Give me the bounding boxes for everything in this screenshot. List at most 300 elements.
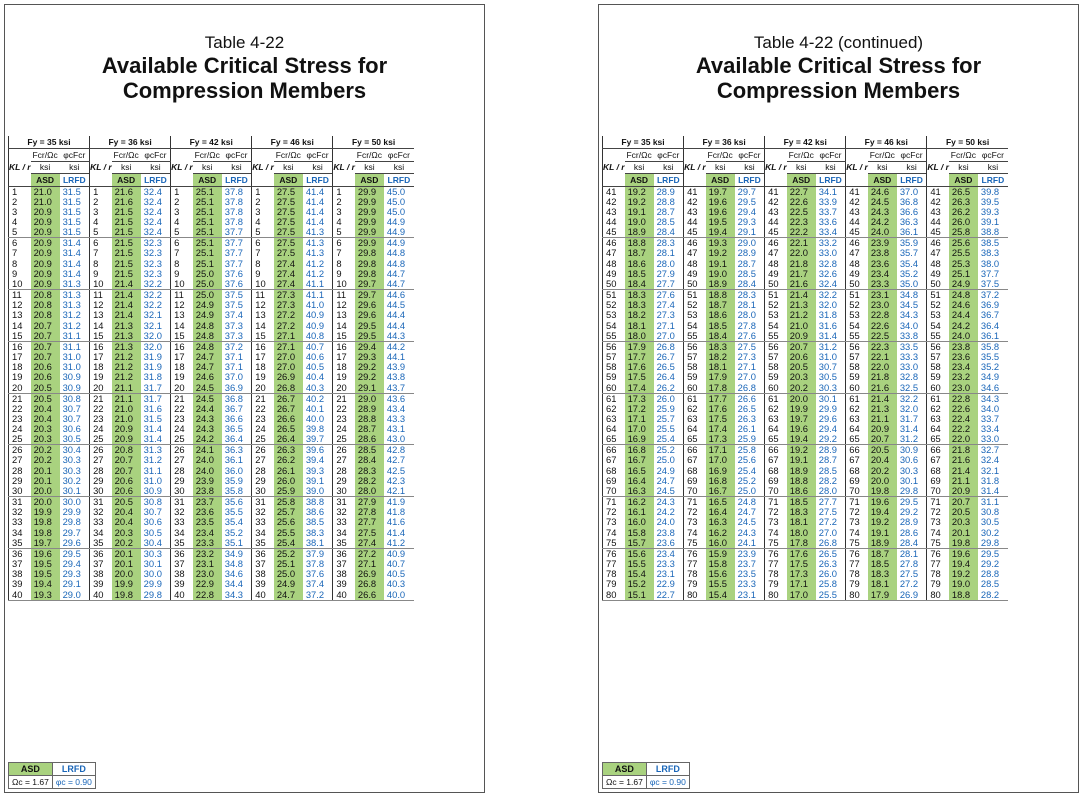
kl-r-value: 56: [684, 341, 706, 352]
lrfd-stress-value: 35.6: [224, 496, 243, 507]
lrfd-stress-value: 37.9: [305, 547, 325, 559]
asd-stress-value: 24.6: [868, 186, 897, 197]
lrfd-column-label: LRFD: [222, 174, 252, 187]
asd-stress-value: 24.7: [193, 352, 222, 362]
lrfd-stress-value: 32.2: [818, 289, 837, 300]
lrfd-stress-value: 29.8: [978, 538, 1008, 549]
kl-r-value: 67: [927, 455, 949, 465]
kl-r-value: 42: [927, 197, 949, 207]
kl-r-value: 18: [9, 362, 31, 372]
kl-r-value: 24: [252, 424, 274, 434]
asd-stress-value: 21.4: [949, 466, 978, 476]
lrfd-stress-header: φcFcr: [384, 149, 414, 162]
asd-unit-header: ksi: [31, 161, 60, 174]
lrfd-stress-value: 32.1: [143, 309, 162, 321]
table-row: [603, 579, 1008, 589]
lrfd-stress-value: 30.0: [143, 568, 162, 580]
kl-r-value: 9: [90, 269, 112, 279]
asd-stress-value: 21.1: [949, 476, 978, 486]
asd-stress-value: 25.5: [274, 528, 303, 538]
kl-r-value: 17: [171, 352, 193, 362]
kl-r-value: 52: [603, 300, 625, 310]
asd-stress-value: 20.5: [949, 507, 978, 517]
kl-r-value: 41: [846, 186, 868, 197]
kl-r-value: 28: [90, 466, 112, 476]
asd-stress-value: 21.3: [868, 404, 897, 414]
left-title-line2: Compression Members: [122, 78, 367, 103]
asd-stress-value: 29.9: [355, 207, 384, 217]
fy-group-header: Fy = 42 ksi: [171, 136, 252, 149]
kl-r-value: 20: [171, 383, 193, 394]
lrfd-stress-value: 41.4: [386, 526, 406, 538]
kl-r-value: 64: [927, 424, 949, 434]
asd-stress-value: 18.9: [706, 279, 735, 290]
lrfd-stress-value: 31.0: [818, 350, 837, 362]
lrfd-stress-value: 33.4: [816, 227, 846, 238]
kl-r-value: 36: [9, 548, 31, 559]
kl-r-value: 27: [9, 455, 31, 465]
asd-stress-value: 17.3: [706, 434, 735, 445]
lrfd-stress-value: 28.3: [737, 289, 756, 300]
kl-r-value: 15: [171, 331, 193, 342]
asd-stress-value: 22.0: [787, 248, 816, 258]
lrfd-stress-value: 30.9: [899, 444, 919, 456]
asd-stress-value: 16.8: [625, 445, 654, 456]
asd-stress-value: 25.0: [193, 269, 222, 279]
lrfd-stress-value: 23.3: [737, 578, 756, 590]
kl-r-value: 46: [765, 238, 787, 249]
kl-r-value: 28: [333, 466, 355, 476]
table-row: [603, 383, 1008, 394]
kl-r-value: 75: [684, 538, 706, 549]
kl-r-value: 78: [846, 569, 868, 579]
lrfd-stress-value: 40.8: [303, 331, 333, 342]
lrfd-stress-value: 27.5: [737, 340, 756, 352]
asd-stress-value: 29.8: [355, 248, 384, 258]
kl-r-value: 50: [846, 279, 868, 290]
lrfd-stress-value: 32.2: [899, 392, 919, 404]
kl-r-value: 56: [846, 341, 868, 352]
asd-stress-header: Fcr/Ωc: [869, 149, 895, 160]
kl-r-value: 60: [603, 383, 625, 394]
lrfd-stress-value: 31.5: [143, 412, 162, 424]
lrfd-stress-value: 25.8: [737, 444, 756, 456]
lrfd-column-label: LRFD: [816, 174, 846, 187]
asd-stress-value: 26.6: [355, 590, 384, 601]
asd-stress-value: 20.3: [112, 528, 141, 538]
table-row: [9, 248, 414, 258]
kl-r-value: 64: [603, 424, 625, 434]
kl-r-header: KL / r: [90, 149, 112, 187]
lrfd-stress-value: 38.8: [978, 227, 1008, 238]
kl-r-value: 54: [603, 321, 625, 331]
lrfd-stress-value: 26.8: [735, 383, 765, 394]
fy-group-header: Fy = 35 ksi: [603, 136, 684, 149]
asd-stress-value: 21.0: [787, 321, 816, 331]
kl-r-value: 57: [765, 352, 787, 362]
lrfd-stress-value: 28.2: [818, 474, 837, 486]
asd-stress-value: 19.4: [949, 559, 978, 569]
kl-r-value: 22: [333, 404, 355, 414]
asd-stress-value: 18.9: [787, 466, 816, 476]
asd-stress-value: 20.4: [31, 414, 60, 424]
lrfd-stress-value: 24.9: [656, 464, 675, 476]
table-row: [603, 434, 1008, 445]
lrfd-stress-value: 36.6: [224, 412, 243, 424]
table-row: [9, 486, 414, 497]
lrfd-stress-value: 32.1: [980, 464, 1000, 476]
kl-r-value: 77: [684, 559, 706, 569]
lrfd-stress-value: 40.9: [386, 547, 406, 559]
asd-stress-value: 20.2: [868, 466, 897, 476]
kl-r-value: 46: [684, 238, 706, 249]
lrfd-stress-value: 40.9: [305, 309, 325, 321]
asd-stress-value: 27.3: [274, 300, 303, 310]
asd-stress-value: 27.3: [274, 290, 303, 301]
kl-r-value: 32: [252, 507, 274, 517]
kl-r-value: 80: [603, 590, 625, 601]
lrfd-stress-value: 41.2: [305, 257, 325, 269]
asd-stress-value: 24.4: [949, 310, 978, 320]
lrfd-stress-value: 26.0: [656, 392, 675, 404]
kl-r-value: 15: [252, 331, 274, 342]
kl-r-value: 20: [90, 383, 112, 394]
asd-stress-value: 20.4: [112, 517, 141, 527]
kl-r-value: 36: [333, 548, 355, 559]
kl-r-value: 42: [603, 197, 625, 207]
lrfd-stress-value: 31.8: [143, 371, 162, 383]
lrfd-stress-value: 44.9: [386, 216, 406, 228]
kl-r-value: 24: [90, 424, 112, 434]
asd-stress-value: 25.6: [274, 517, 303, 527]
lrfd-stress-value: 30.0: [62, 496, 81, 507]
kl-r-value: 38: [9, 569, 31, 579]
kl-r-value: 21: [9, 393, 31, 404]
asd-stress-value: 17.6: [706, 404, 735, 414]
kl-r-value: 25: [9, 434, 31, 445]
kl-r-value: 64: [846, 424, 868, 434]
kl-r-value: 43: [927, 207, 949, 217]
lrfd-stress-value: 31.7: [899, 412, 919, 424]
asd-stress-value: 20.7: [112, 455, 141, 465]
kl-r-value: 2: [252, 197, 274, 207]
table-row: [603, 186, 1008, 197]
asd-stress-value: 24.2: [949, 321, 978, 331]
lrfd-stress-value: 30.7: [818, 361, 837, 373]
lrfd-stress-value: 26.0: [818, 568, 837, 580]
asd-stress-value: 19.8: [868, 486, 897, 497]
lrfd-stress-header: φcFcr: [978, 149, 1008, 162]
kl-r-value: 45: [927, 227, 949, 238]
asd-stress-value: 17.7: [625, 352, 654, 362]
lrfd-stress-value: 28.1: [899, 547, 919, 559]
lrfd-stress-value: 34.4: [224, 578, 243, 590]
lrfd-stress-value: 42.1: [384, 486, 414, 497]
lrfd-stress-value: 26.5: [818, 547, 837, 559]
kl-r-header: KL / r: [603, 149, 625, 187]
asd-stress-value: 21.0: [112, 404, 141, 414]
kl-r-value: 58: [684, 362, 706, 372]
kl-r-value: 64: [684, 424, 706, 434]
kl-r-value: 71: [603, 497, 625, 508]
asd-stress-value: 21.5: [112, 248, 141, 258]
asd-stress-value: 20.5: [31, 383, 60, 394]
lrfd-column-label: LRFD: [735, 174, 765, 187]
lrfd-stress-value: 31.5: [62, 216, 81, 228]
kl-r-value: 63: [927, 414, 949, 424]
lrfd-stress-value: 41.3: [303, 227, 333, 238]
asd-stress-value: 22.6: [868, 321, 897, 331]
lrfd-stress-value: 35.4: [224, 516, 243, 528]
asd-stress-value: 18.4: [625, 279, 654, 290]
asd-stress-value: 16.2: [706, 528, 735, 538]
lrfd-stress-value: 34.8: [899, 289, 919, 300]
asd-stress-value: 18.7: [706, 300, 735, 310]
lrfd-stress-value: 26.8: [816, 538, 846, 549]
asd-stress-value: 25.1: [193, 207, 222, 217]
asd-stress-value: 17.1: [625, 414, 654, 424]
asd-stress-value: 29.6: [355, 300, 384, 310]
kl-r-value: 15: [9, 331, 31, 342]
lrfd-stress-value: 29.4: [62, 557, 81, 569]
lrfd-stress-value: 33.6: [818, 216, 837, 228]
kl-r-value: 34: [171, 528, 193, 538]
lrfd-stress-value: 32.2: [143, 299, 162, 311]
lrfd-stress-value: 28.9: [818, 444, 837, 456]
asd-stress-value: 29.9: [355, 238, 384, 249]
lrfd-stress-value: 44.2: [386, 340, 406, 352]
kl-r-value: 62: [846, 404, 868, 414]
kl-r-value: 73: [684, 517, 706, 527]
kl-r-value: 59: [603, 372, 625, 382]
lrfd-unit-header: ksi: [222, 161, 252, 174]
kl-r-value: 48: [846, 259, 868, 269]
footer-phi: φc = 0.90: [646, 776, 689, 789]
asd-stress-value: 27.5: [274, 217, 303, 227]
asd-unit-header: ksi: [787, 161, 816, 174]
kl-r-value: 68: [927, 466, 949, 476]
asd-stress-value: 22.0: [949, 434, 978, 445]
asd-stress-value: 23.9: [868, 238, 897, 249]
asd-stress-value: 20.0: [112, 569, 141, 579]
asd-unit-header: ksi: [355, 161, 384, 174]
kl-r-value: 56: [765, 341, 787, 352]
lrfd-stress-value: 28.0: [656, 257, 675, 269]
kl-r-value: 60: [846, 383, 868, 394]
lrfd-stress-value: 30.8: [143, 496, 162, 507]
lrfd-stress-value: 25.2: [656, 444, 675, 456]
lrfd-stress-value: 27.6: [735, 331, 765, 342]
kl-r-value: 66: [765, 445, 787, 456]
lrfd-stress-value: 31.4: [62, 237, 81, 249]
asd-stress-value: 29.5: [355, 331, 384, 342]
lrfd-stress-value: 28.7: [737, 257, 756, 269]
kl-r-value: 23: [333, 414, 355, 424]
lrfd-stress-value: 34.6: [978, 383, 1008, 394]
kl-r-value: 1: [90, 186, 112, 197]
kl-r-value: 5: [252, 227, 274, 238]
kl-r-value: 43: [765, 207, 787, 217]
asd-stress-value: 19.1: [787, 455, 816, 465]
kl-r-value: 11: [90, 290, 112, 301]
asd-stress-value: 23.2: [193, 548, 222, 559]
lrfd-stress-header: φcFcr: [816, 149, 846, 162]
kl-r-value: 40: [333, 590, 355, 601]
lrfd-stress-value: 31.0: [62, 350, 81, 362]
kl-r-value: 21: [90, 393, 112, 404]
asd-stress-value: 26.1: [274, 466, 303, 476]
lrfd-unit-header: ksi: [384, 161, 414, 174]
asd-stress-value: 20.0: [787, 393, 816, 404]
asd-stress-value: 22.5: [787, 207, 816, 217]
kl-r-value: 10: [171, 279, 193, 290]
asd-stress-value: 26.9: [355, 569, 384, 579]
kl-r-value: 26: [171, 445, 193, 456]
asd-stress-value: 19.3: [31, 590, 60, 601]
lrfd-stress-value: 36.3: [224, 444, 243, 456]
kl-r-value: 19: [90, 372, 112, 382]
kl-r-value: 10: [9, 279, 31, 290]
asd-stress-value: 16.9: [625, 434, 654, 445]
kl-r-value: 29: [252, 476, 274, 486]
lrfd-stress-value: 32.4: [143, 195, 162, 207]
lrfd-stress-value: 30.6: [143, 516, 162, 528]
asd-stress-value: 24.3: [193, 414, 222, 424]
lrfd-stress-value: 38.5: [305, 516, 325, 528]
asd-stress-value: 19.2: [706, 248, 735, 258]
lrfd-stress-value: 28.4: [735, 279, 765, 290]
lrfd-stress-value: 37.4: [224, 309, 243, 321]
asd-stress-value: 24.3: [193, 424, 222, 434]
asd-stress-value: 20.5: [112, 497, 141, 508]
asd-stress-value: 24.9: [949, 279, 978, 290]
lrfd-stress-value: 24.1: [735, 538, 765, 549]
asd-stress-value: 18.7: [625, 248, 654, 258]
lrfd-stress-value: 36.1: [978, 331, 1008, 342]
kl-r-value: 72: [765, 507, 787, 517]
asd-stress-value: 22.8: [868, 310, 897, 320]
kl-r-value: 22: [171, 404, 193, 414]
asd-stress-value: 25.1: [193, 227, 222, 238]
lrfd-stress-value: 30.5: [143, 526, 162, 538]
lrfd-stress-value: 35.8: [222, 486, 252, 497]
lrfd-stress-value: 41.1: [305, 289, 325, 300]
lrfd-stress-value: 41.9: [386, 496, 406, 507]
kl-r-value: 51: [603, 290, 625, 301]
asd-stress-value: 25.5: [949, 248, 978, 258]
right-title-line1: Available Critical Stress for: [695, 53, 982, 78]
table-row: [603, 248, 1008, 258]
kl-r-value: 62: [603, 404, 625, 414]
asd-stress-value: 19.4: [31, 579, 60, 589]
lrfd-stress-value: 28.4: [897, 538, 927, 549]
kl-r-value: 50: [603, 279, 625, 290]
lrfd-stress-value: 35.5: [224, 506, 243, 518]
fy-group-header: Fy = 36 ksi: [684, 136, 765, 149]
lrfd-stress-value: 29.8: [62, 516, 81, 528]
kl-r-value: 54: [765, 321, 787, 331]
lrfd-stress-value: 33.9: [818, 195, 837, 207]
table-row: [603, 538, 1008, 549]
lrfd-stress-value: 27.1: [737, 361, 756, 373]
asd-stress-value: 21.5: [112, 207, 141, 217]
kl-r-value: 10: [333, 279, 355, 290]
lrfd-stress-value: 29.5: [62, 547, 81, 559]
asd-stress-value: 18.7: [868, 548, 897, 559]
lrfd-stress-value: 31.2: [62, 319, 81, 331]
lrfd-stress-value: 35.4: [899, 257, 919, 269]
kl-r-value: 56: [603, 341, 625, 352]
lrfd-stress-value: 28.2: [978, 590, 1008, 601]
asd-stress-value: 23.5: [193, 517, 222, 527]
lrfd-stress-value: 30.9: [141, 486, 171, 497]
lrfd-stress-value: 38.3: [980, 247, 1000, 259]
kl-r-value: 43: [846, 207, 868, 217]
kl-r-value: 80: [846, 590, 868, 601]
lrfd-stress-value: 29.6: [818, 412, 837, 424]
asd-stress-value: 17.1: [787, 579, 816, 589]
lrfd-stress-value: 23.8: [656, 526, 675, 538]
asd-stress-value: 20.2: [31, 445, 60, 456]
lrfd-column-label: LRFD: [654, 174, 684, 187]
kl-r-header: KL / r: [333, 149, 355, 187]
lrfd-stress-value: 26.4: [656, 371, 675, 383]
asd-stress-value: 22.9: [193, 579, 222, 589]
kl-r-value: 45: [765, 227, 787, 238]
kl-r-value: 70: [927, 486, 949, 497]
asd-stress-value: 19.9: [787, 404, 816, 414]
asd-stress-value: 24.2: [868, 217, 897, 227]
kl-r-value: 80: [765, 590, 787, 601]
kl-r-value: 23: [171, 414, 193, 424]
asd-stress-value: 19.1: [706, 259, 735, 269]
kl-r-value: 65: [603, 434, 625, 445]
right-table-number: Table 4-22 (continued): [753, 33, 924, 52]
kl-r-value: 48: [765, 259, 787, 269]
table-row: [603, 455, 1008, 465]
kl-r-value: 13: [171, 310, 193, 320]
asd-stress-value: 22.5: [868, 331, 897, 342]
lrfd-stress-value: 33.2: [818, 237, 837, 249]
kl-r-value: 60: [765, 383, 787, 394]
asd-stress-value: 21.4: [787, 290, 816, 301]
kl-r-value: 46: [846, 238, 868, 249]
asd-stress-value: 25.7: [274, 507, 303, 517]
lrfd-stress-value: 24.2: [656, 506, 675, 518]
asd-stress-value: 19.0: [706, 269, 735, 279]
kl-r-value: 67: [603, 455, 625, 465]
lrfd-stress-value: 44.4: [386, 309, 406, 321]
asd-stress-value: 21.1: [112, 393, 141, 404]
asd-stress-value: 16.7: [706, 486, 735, 497]
kl-r-value: 12: [252, 300, 274, 310]
asd-stress-value: 21.4: [112, 310, 141, 320]
asd-stress-value: 16.1: [625, 507, 654, 517]
asd-stress-value: 19.7: [787, 414, 816, 424]
asd-stress-value: 20.1: [949, 528, 978, 538]
asd-stress-value: 20.7: [31, 331, 60, 342]
lrfd-stress-value: 25.2: [737, 474, 756, 486]
asd-stress-value: 19.6: [868, 497, 897, 508]
lrfd-stress-value: 28.1: [737, 299, 756, 311]
kl-r-value: 53: [603, 310, 625, 320]
lrfd-stress-value: 30.6: [899, 454, 919, 466]
kl-r-value: 37: [333, 559, 355, 569]
asd-stress-value: 19.4: [868, 507, 897, 517]
asd-stress-value: 22.7: [787, 186, 816, 197]
asd-stress-value: 19.5: [31, 559, 60, 569]
lrfd-stress-value: 37.1: [224, 361, 243, 373]
